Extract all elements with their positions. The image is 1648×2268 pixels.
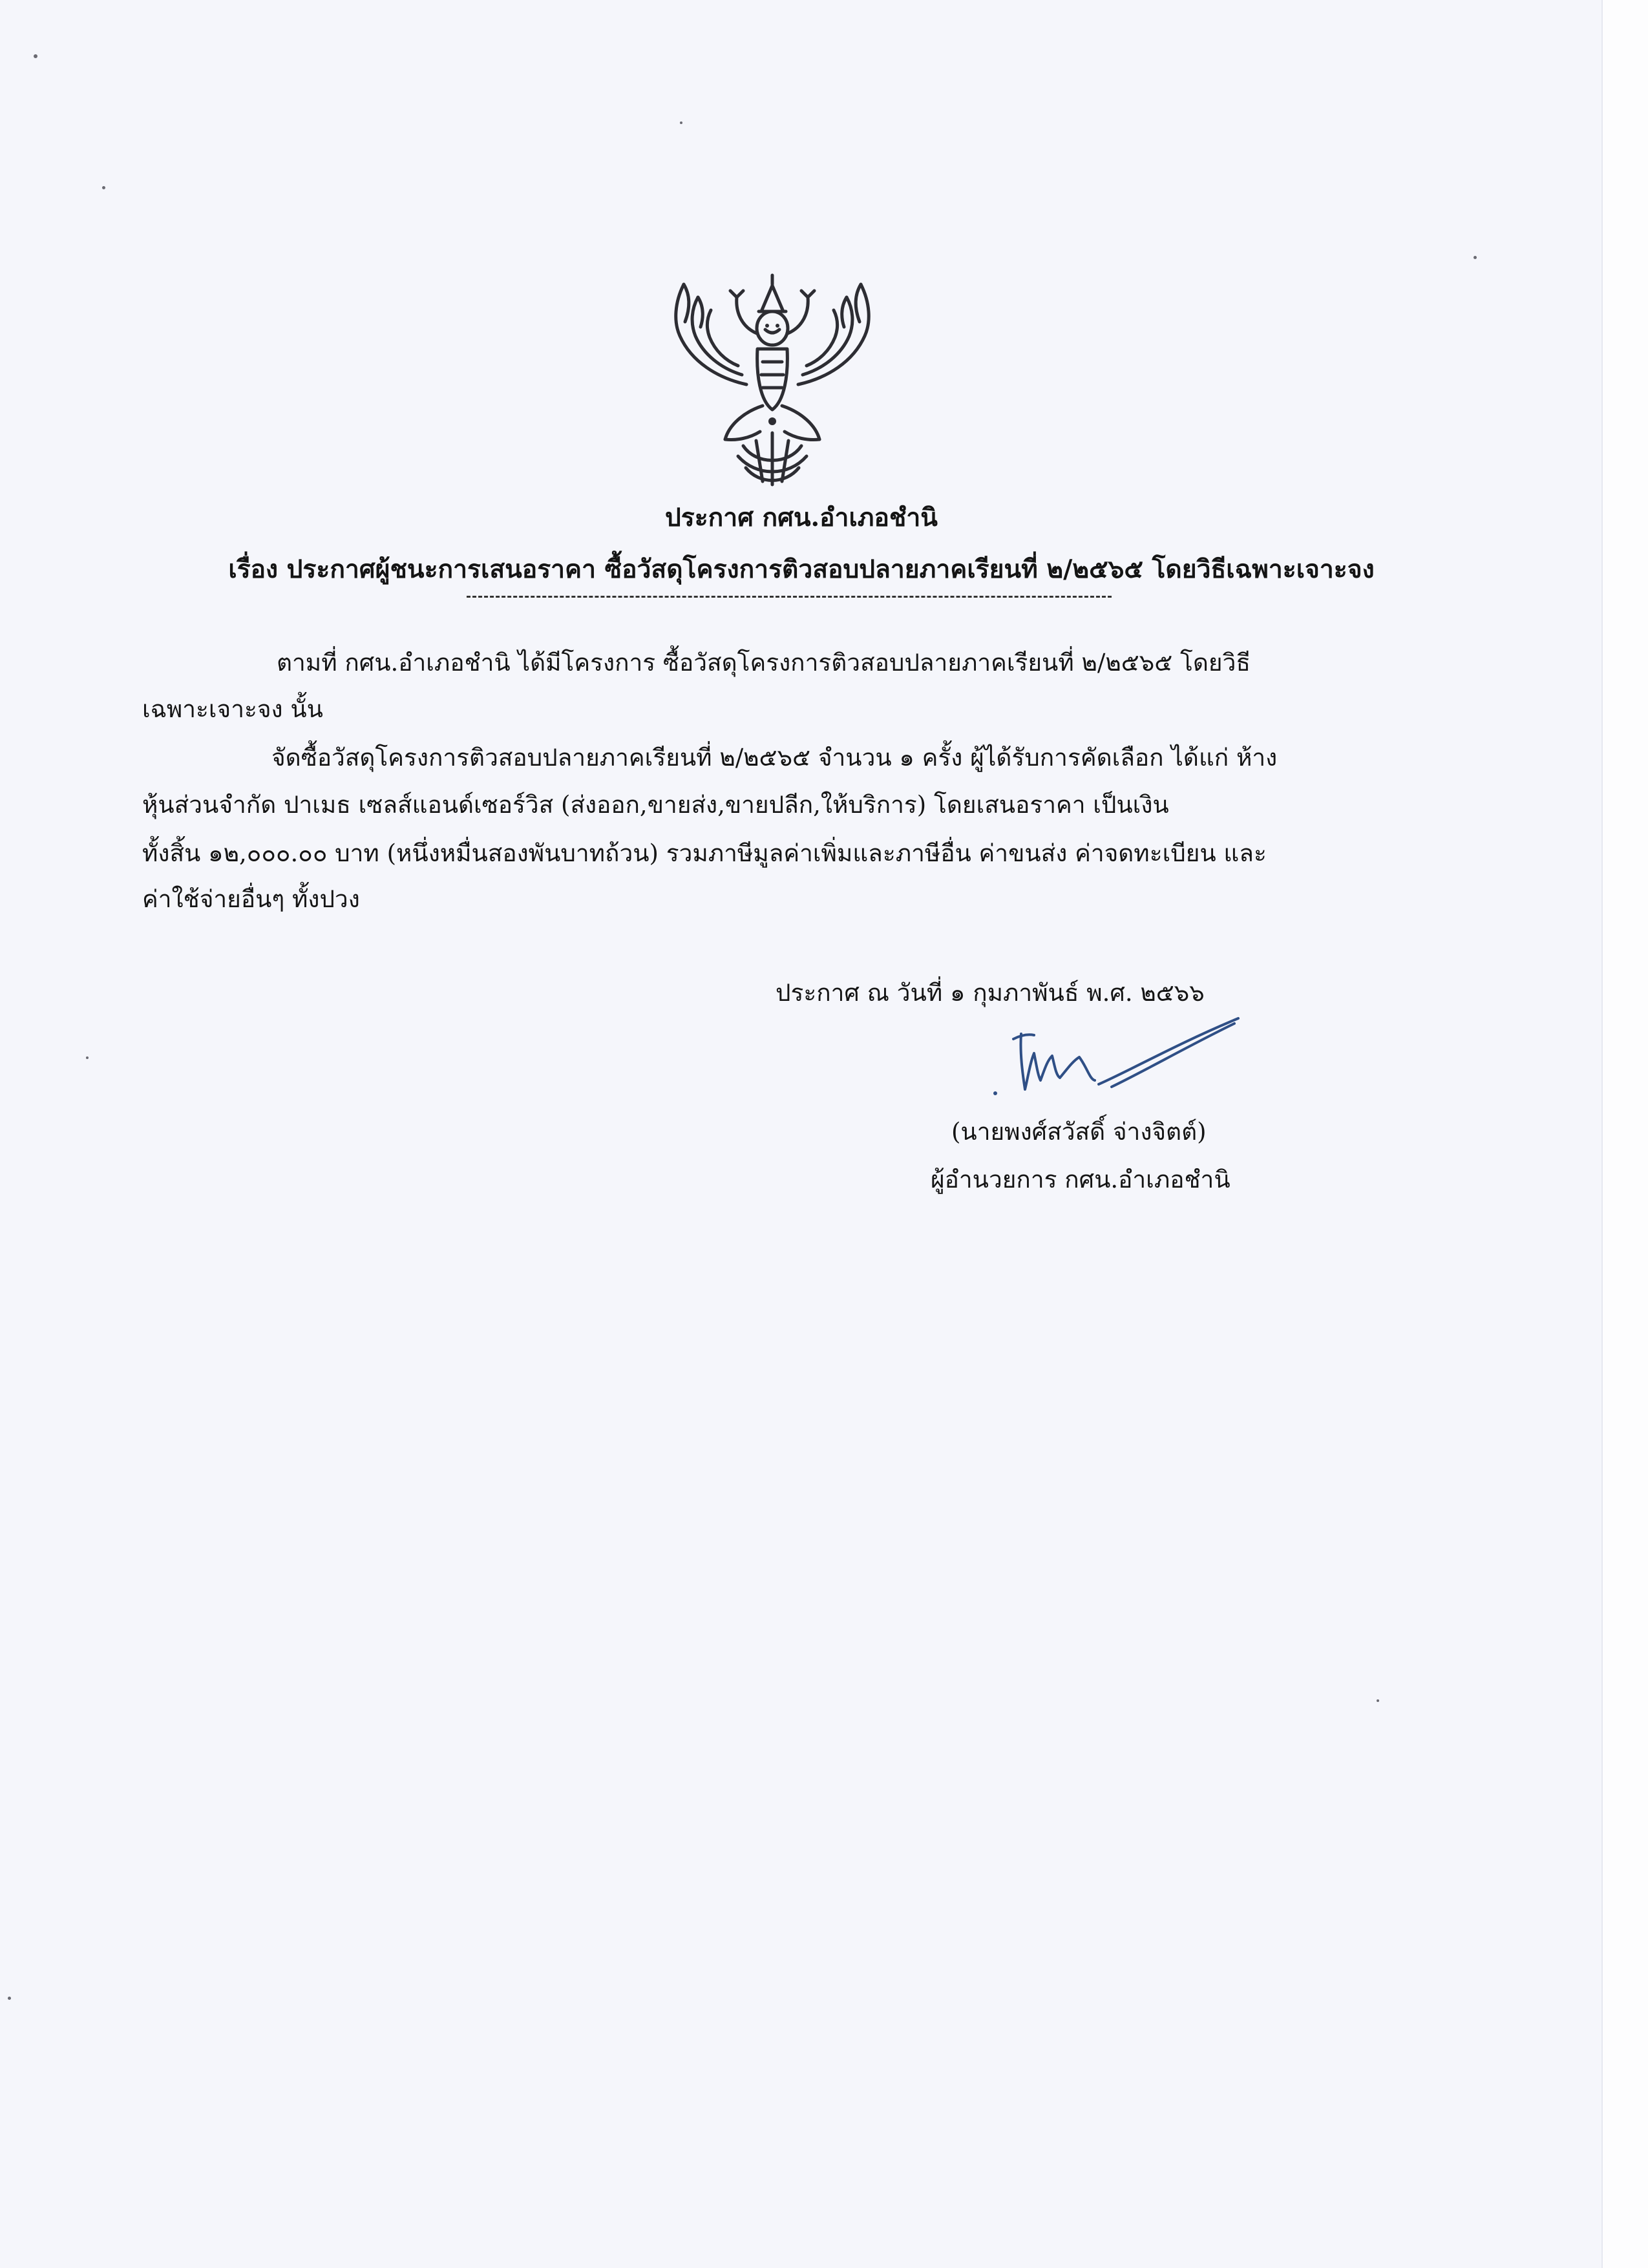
scan-speck	[680, 121, 682, 124]
scan-speck	[1377, 1699, 1379, 1702]
scan-speck	[102, 186, 105, 189]
announcement-date: ประกาศ ณ วันที่ ๑ กุมภาพันธ์ พ.ศ. ๒๕๖๖	[776, 979, 1205, 1007]
handwritten-signature	[982, 1008, 1241, 1105]
signer-position: ผู้อำนวยการ กศน.อำเภอชำนิ	[931, 1166, 1231, 1193]
garuda-emblem-icon	[666, 271, 879, 491]
paragraph-2-line-1: จัดซื้อวัสดุโครงการติวสอบปลายภาคเรียนที่ ๒/๒๕๖๕ จำนวน ๑ ครั้ง ผู้ได้รับการคัดเลือก ได้แก่ ห้าง	[271, 744, 1278, 772]
paragraph-2-line-3: ทั้งสิ้น ๑๒,๐๐๐.๐๐ บาท (หนึ่งหมื่นสองพันบาทถ้วน) รวมภาษีมูลค่าเพิ่มและภาษีอื่น ค่าขนส่ง ค่าจดทะเบียน และ	[142, 839, 1267, 867]
paragraph-1-line-2: เฉพาะเจาะจง นั้น	[142, 695, 323, 723]
paragraph-1-line-1: ตามที่ กศน.อำเภอชำนิ ได้มีโครงการ ซื้อวัสดุโครงการติวสอบปลายภาคเรียนที่ ๒/๒๕๖๕ โดยวิธี	[277, 649, 1251, 677]
scan-speck	[34, 54, 37, 58]
paragraph-2-line-4: ค่าใช้จ่ายอื่นๆ ทั้งปวง	[142, 885, 360, 913]
announcement-title: ประกาศ กศน.อำเภอชำนิ	[665, 503, 938, 532]
scan-speck	[86, 1056, 89, 1059]
signer-name: (นายพงศ์สวัสดิ์ จ่างจิตต์)	[951, 1118, 1207, 1146]
scan-speck	[8, 1997, 11, 2000]
dashed-divider	[467, 596, 1112, 598]
scan-speck	[1474, 256, 1477, 259]
paragraph-2-line-2: หุ้นส่วนจำกัด ปาเมธ เซลส์แอนด์เซอร์วิส (ส่งออก,ขายส่ง,ขายปลีก,ให้บริการ) โดยเสนอราคา เป็นเงิน	[142, 791, 1169, 819]
announcement-subject: เรื่อง ประกาศผู้ชนะการเสนอราคา ซื้อวัสดุโครงการติวสอบปลายภาคเรียนที่ ๒/๒๕๖๕ โดยวิธีเฉพาะเจาะจง	[228, 554, 1375, 584]
scanner-margin	[1601, 0, 1648, 2268]
